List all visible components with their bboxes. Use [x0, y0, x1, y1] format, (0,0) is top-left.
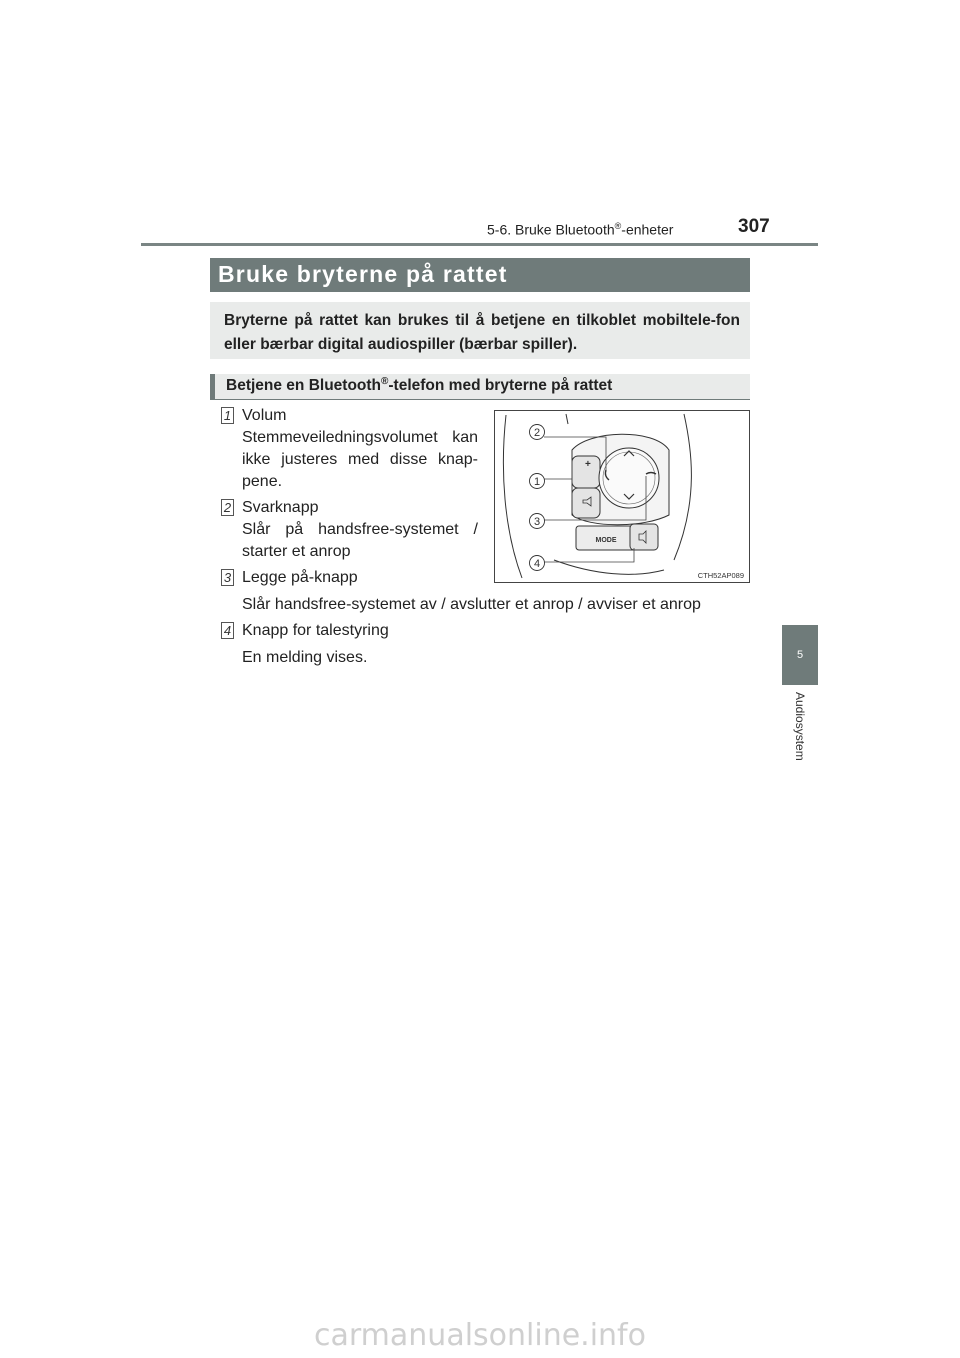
- running-header: 5-6. Bruke Bluetooth®-enheter: [487, 221, 674, 238]
- callout-1: 1: [533, 476, 541, 488]
- item-number-1: 1: [221, 407, 234, 424]
- callout-3: 3: [533, 516, 541, 528]
- item-number-3: 3: [221, 569, 234, 586]
- steering-switch-figure: [494, 410, 750, 583]
- item-number-4: 4: [221, 622, 234, 639]
- item-label-1: Volum: [242, 407, 287, 424]
- item-desc-2: Slår på handsfree-systemet / starter et anrop: [242, 521, 478, 560]
- item-number-2: 2: [221, 499, 234, 516]
- callout-2: 2: [533, 427, 541, 439]
- item-label-2: Svarknapp: [242, 499, 319, 516]
- intro-text: Bryterne på rattet kan brukes til å betjene en tilkoblet mobiltele-fon eller bærbar digital audiospiller (bærbar spiller).: [210, 302, 750, 359]
- callout-4: 4: [533, 558, 541, 570]
- watermark: carmanualsonline.info: [314, 1318, 646, 1353]
- subheading: Betjene en Bluetooth®-telefon med bryterne på rattet: [210, 374, 750, 400]
- plus-label: +: [585, 459, 591, 470]
- header-rule: [141, 243, 818, 246]
- section-title: Bruke bryterne på rattet: [210, 258, 750, 292]
- item-desc-4: En melding vises.: [242, 649, 368, 666]
- figure-code: CTH52AP089: [697, 571, 744, 580]
- item-label-4: Knapp for talestyring: [242, 622, 389, 639]
- item-desc-1: Stemmeveiledningsvolumet kan ikke justeres med disse knap-pene.: [242, 429, 478, 490]
- item-label-3: Legge på-knapp: [242, 569, 358, 586]
- mode-button-label: MODE: [595, 537, 617, 544]
- chapter-tab: 5: [782, 625, 818, 685]
- page-number: 307: [738, 216, 770, 237]
- item-desc-3: Slår handsfree-systemet av / avslutter et anrop / avviser et anrop: [242, 596, 701, 613]
- chapter-label: Audiosystem: [793, 692, 807, 761]
